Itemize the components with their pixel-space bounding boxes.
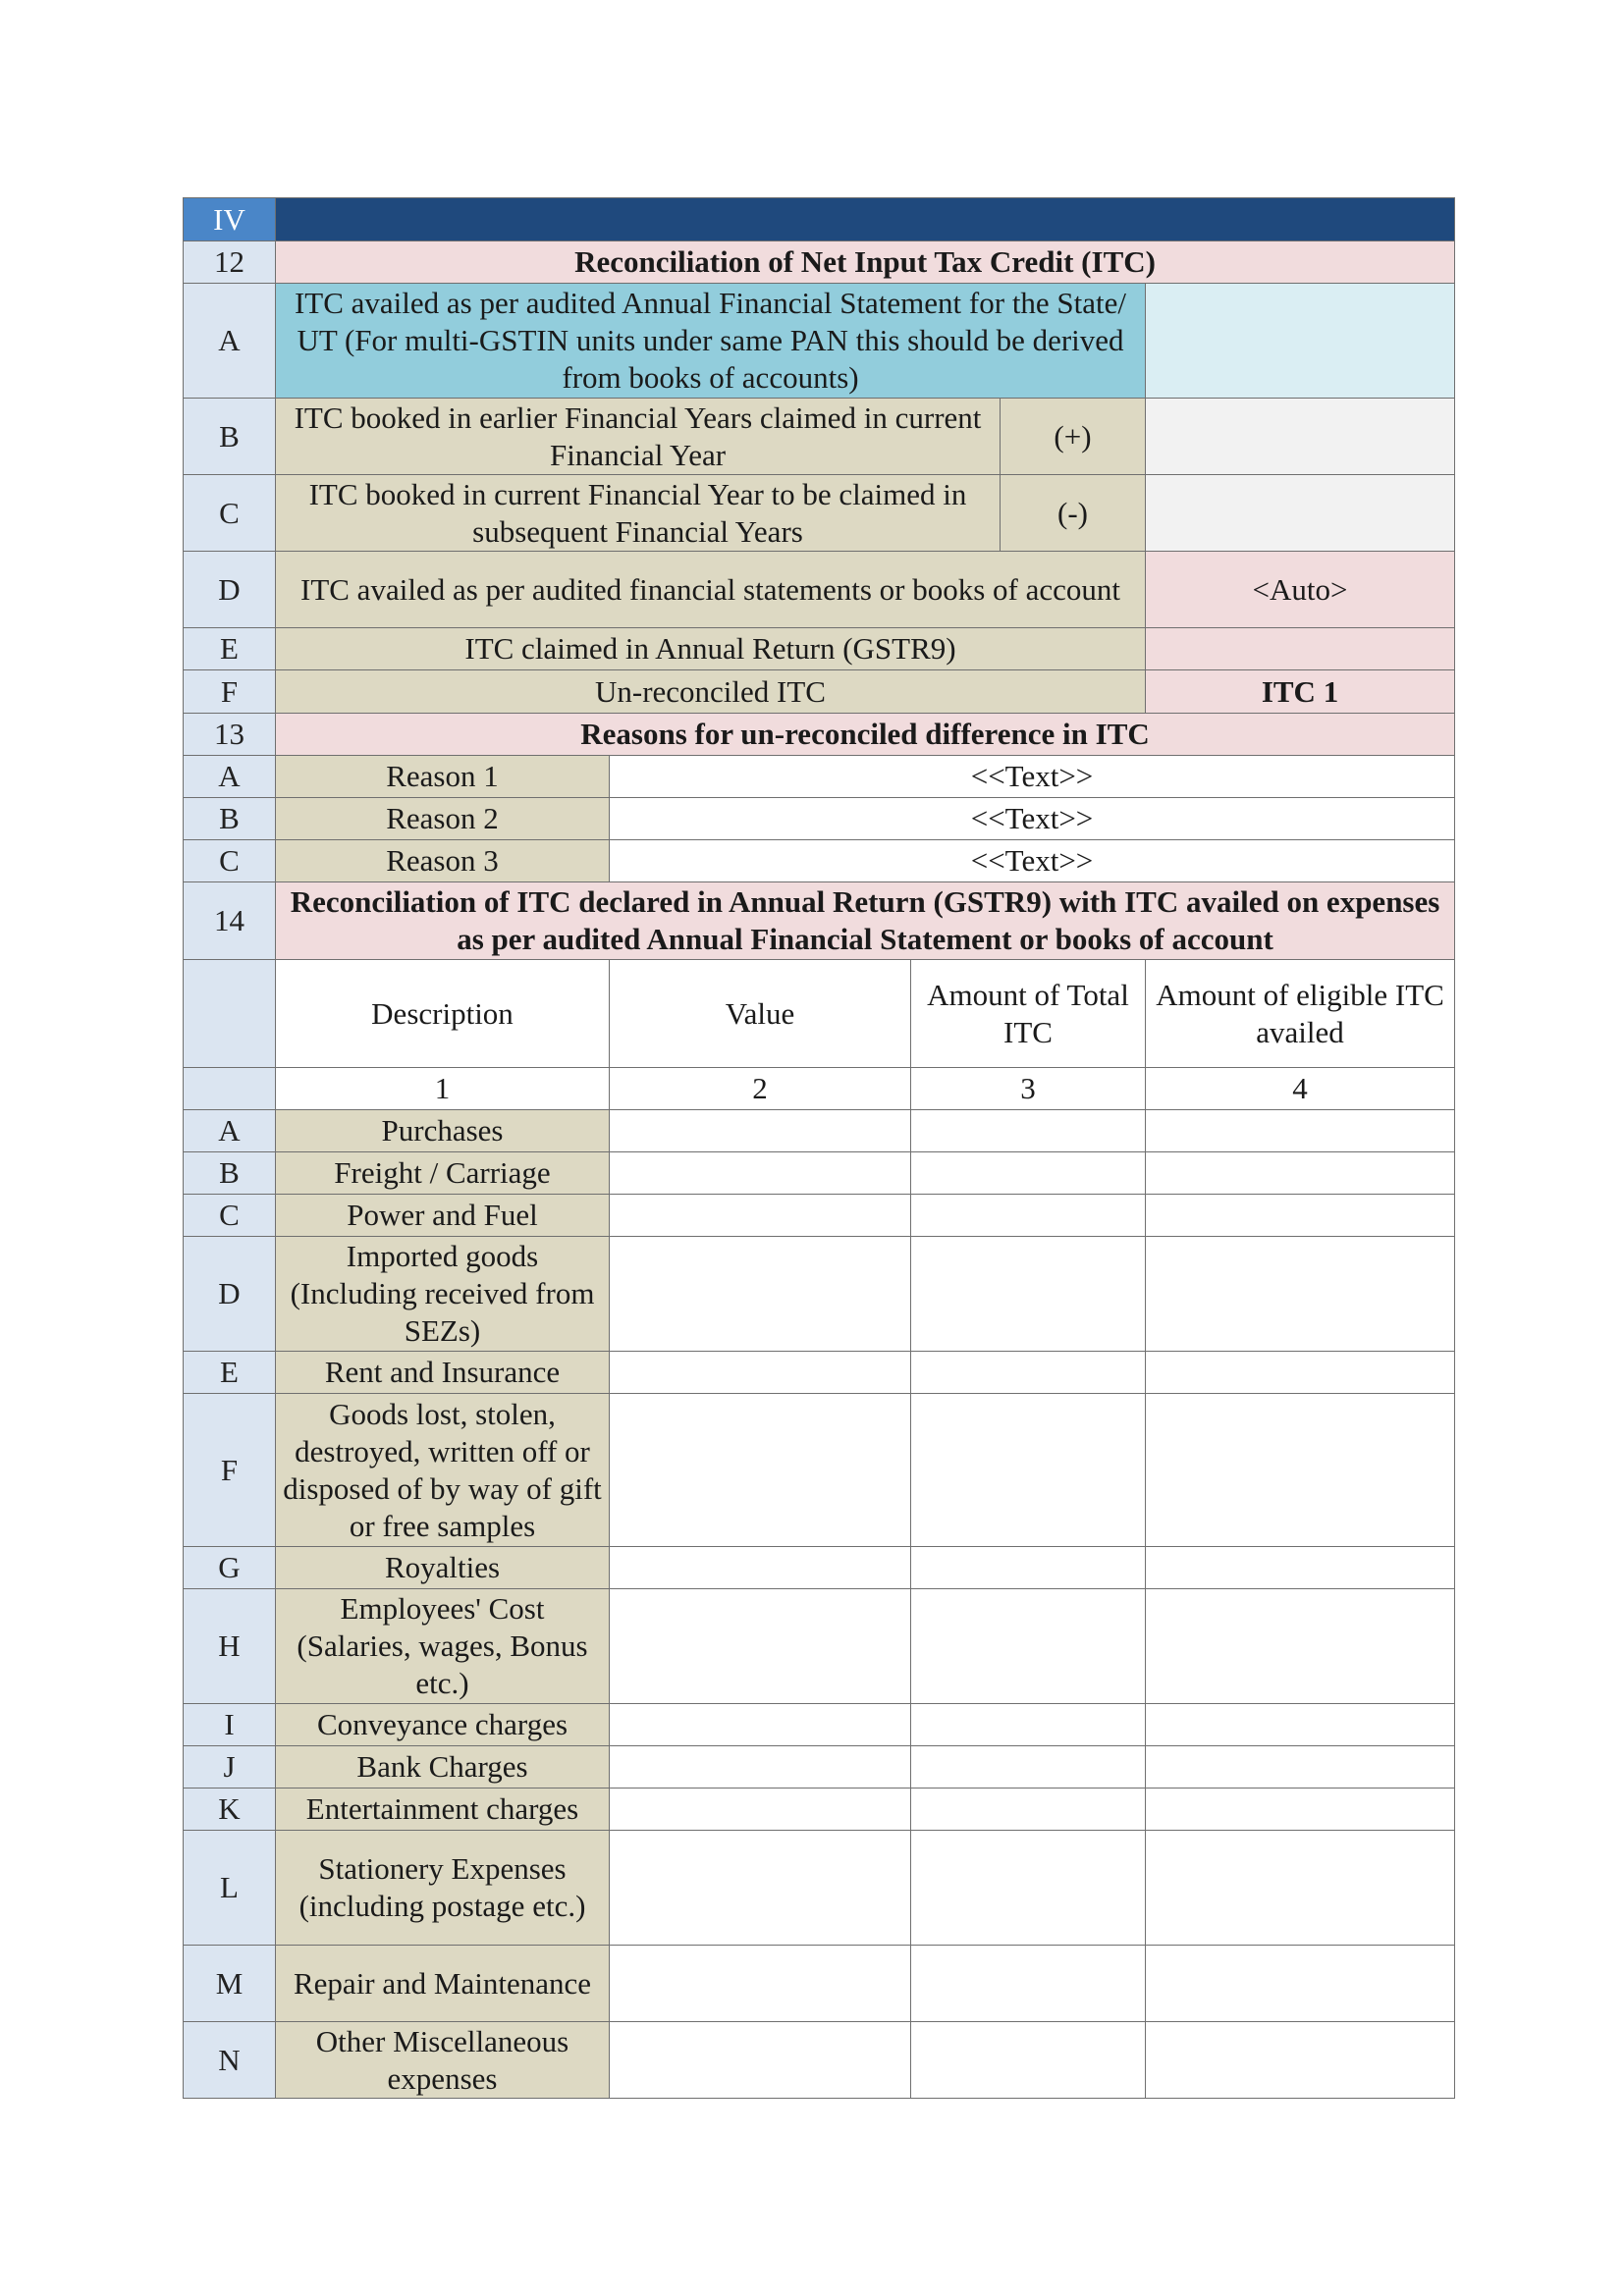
value-cell[interactable] <box>610 1237 911 1352</box>
table-row <box>184 1831 1455 1946</box>
value-cell[interactable] <box>610 1547 911 1589</box>
total-itc-cell[interactable] <box>911 1237 1146 1352</box>
s12-value-cell[interactable] <box>1146 284 1455 399</box>
value-cell[interactable] <box>610 1704 911 1746</box>
s13-row-id: B <box>184 798 276 840</box>
value-cell[interactable] <box>610 1152 911 1195</box>
s13-row-c <box>184 840 1455 882</box>
expense-description: Repair and Maintenance <box>276 1946 610 2022</box>
section-roman-numeral: IV <box>184 198 276 241</box>
s14-row-id: A <box>184 1110 276 1152</box>
s12-value-cell[interactable] <box>1146 628 1455 670</box>
col-number: 1 <box>276 1068 610 1110</box>
s14-row-id: J <box>184 1746 276 1789</box>
total-itc-cell[interactable] <box>911 1547 1146 1589</box>
s14-row-id: D <box>184 1237 276 1352</box>
eligible-itc-cell[interactable] <box>1146 1746 1455 1789</box>
value-cell[interactable] <box>610 1831 911 1946</box>
s12-row-label: ITC availed as per audited Annual Financial Statement for the State/ UT (For multi-GSTIN units under same PAN this should be derived from books of accounts) <box>276 284 1146 399</box>
reason-text-field[interactable]: <<Text>> <box>610 756 1455 798</box>
s13-title: Reasons for un-reconciled difference in ITC <box>276 714 1455 756</box>
s12-title-row <box>184 241 1455 284</box>
eligible-itc-cell[interactable] <box>1146 1946 1455 2022</box>
s12-title: Reconciliation of Net Input Tax Credit (ITC) <box>276 241 1455 284</box>
value-cell[interactable] <box>610 1195 911 1237</box>
s12-row-id: B <box>184 399 276 475</box>
eligible-itc-cell[interactable] <box>1146 1352 1455 1394</box>
total-itc-cell[interactable] <box>911 1110 1146 1152</box>
s12-row-c <box>184 475 1455 552</box>
expense-description: Employees' Cost (Salaries, wages, Bonus etc.) <box>276 1589 610 1704</box>
reason-text-field[interactable]: <<Text>> <box>610 840 1455 882</box>
table-row <box>184 1704 1455 1746</box>
s12-row-f <box>184 670 1455 714</box>
s14-row-id: F <box>184 1394 276 1547</box>
section-header-row <box>184 198 1455 241</box>
total-itc-cell[interactable] <box>911 1589 1146 1704</box>
s12-row-a <box>184 284 1455 399</box>
s14-row-id: C <box>184 1195 276 1237</box>
s12-row-label: ITC claimed in Annual Return (GSTR9) <box>276 628 1146 670</box>
s12-row-id: D <box>184 552 276 628</box>
table-row <box>184 1547 1455 1589</box>
s13-row-b <box>184 798 1455 840</box>
value-cell[interactable] <box>610 1789 911 1831</box>
s14-row-id: M <box>184 1946 276 2022</box>
s14-colnum-id <box>184 1068 276 1110</box>
s13-row-a <box>184 756 1455 798</box>
expense-description: Entertainment charges <box>276 1789 610 1831</box>
itc1-value: ITC 1 <box>1146 670 1455 714</box>
s14-header-row <box>184 960 1455 1068</box>
s12-row-id: A <box>184 284 276 399</box>
section-title-bar <box>276 198 1455 241</box>
total-itc-cell[interactable] <box>911 1789 1146 1831</box>
s12-row-e <box>184 628 1455 670</box>
s14-row-id: B <box>184 1152 276 1195</box>
total-itc-cell[interactable] <box>911 1831 1146 1946</box>
gst-reconciliation-table <box>183 197 1455 2099</box>
value-cell[interactable] <box>610 1946 911 2022</box>
table-row <box>184 1352 1455 1394</box>
expense-description: Stationery Expenses (including postage etc.) <box>276 1831 610 1946</box>
value-cell[interactable] <box>610 1352 911 1394</box>
expense-description: Power and Fuel <box>276 1195 610 1237</box>
s12-row-label: ITC booked in current Financial Year to be claimed in subsequent Financial Years <box>276 475 1001 552</box>
col-header-total-itc: Amount of Total ITC <box>911 960 1146 1068</box>
expense-description: Conveyance charges <box>276 1704 610 1746</box>
s12-row-id: C <box>184 475 276 552</box>
s13-row-id: C <box>184 840 276 882</box>
s13-row-id: A <box>184 756 276 798</box>
table-row <box>184 1394 1455 1547</box>
total-itc-cell[interactable] <box>911 1152 1146 1195</box>
s14-row-id: L <box>184 1831 276 1946</box>
s12-row-label: Un-reconciled ITC <box>276 670 1146 714</box>
s14-colnum-row <box>184 1068 1455 1110</box>
s13-number: 13 <box>184 714 276 756</box>
table-row <box>184 1746 1455 1789</box>
reason-label: Reason 1 <box>276 756 610 798</box>
s12-row-label: ITC availed as per audited financial statements or books of account <box>276 552 1146 628</box>
total-itc-cell[interactable] <box>911 2022 1146 2099</box>
auto-value: <Auto> <box>1146 552 1455 628</box>
table-row <box>184 1152 1455 1195</box>
reason-text-field[interactable]: <<Text>> <box>610 798 1455 840</box>
col-number: 3 <box>911 1068 1146 1110</box>
table-row <box>184 2022 1455 2099</box>
eligible-itc-cell[interactable] <box>1146 1152 1455 1195</box>
eligible-itc-cell[interactable] <box>1146 1237 1455 1352</box>
expense-description: Goods lost, stolen, destroyed, written off or disposed of by way of gift or free samples <box>276 1394 610 1547</box>
s12-value-cell[interactable] <box>1146 475 1455 552</box>
s14-row-id: E <box>184 1352 276 1394</box>
col-header-value: Value <box>610 960 911 1068</box>
table-row <box>184 1195 1455 1237</box>
expense-description: Rent and Insurance <box>276 1352 610 1394</box>
value-cell[interactable] <box>610 1110 911 1152</box>
plus-sign: (+) <box>1001 399 1146 475</box>
value-cell[interactable] <box>610 1746 911 1789</box>
expense-description: Other Miscellaneous expenses <box>276 2022 610 2099</box>
table-row <box>184 1946 1455 2022</box>
s12-row-b <box>184 399 1455 475</box>
reason-label: Reason 3 <box>276 840 610 882</box>
s14-header-id <box>184 960 276 1068</box>
s14-title: Reconciliation of ITC declared in Annual Return (GSTR9) with ITC availed on expenses as per audited Annual Financial Statement or books of account <box>276 882 1455 960</box>
eligible-itc-cell[interactable] <box>1146 1110 1455 1152</box>
expense-description: Imported goods (Including received from SEZs) <box>276 1237 610 1352</box>
total-itc-cell[interactable] <box>911 1746 1146 1789</box>
value-cell[interactable] <box>610 2022 911 2099</box>
eligible-itc-cell[interactable] <box>1146 1789 1455 1831</box>
s12-row-id: F <box>184 670 276 714</box>
eligible-itc-cell[interactable] <box>1146 1704 1455 1746</box>
table-row <box>184 1110 1455 1152</box>
table-row <box>184 1589 1455 1704</box>
s14-row-id: H <box>184 1589 276 1704</box>
eligible-itc-cell[interactable] <box>1146 1547 1455 1589</box>
total-itc-cell[interactable] <box>911 1946 1146 2022</box>
col-header-eligible-itc: Amount of eligible ITC availed <box>1146 960 1455 1068</box>
eligible-itc-cell[interactable] <box>1146 1589 1455 1704</box>
s12-number: 12 <box>184 241 276 284</box>
s12-row-label: ITC booked in earlier Financial Years claimed in current Financial Year <box>276 399 1001 475</box>
table-row <box>184 1789 1455 1831</box>
expense-description: Royalties <box>276 1547 610 1589</box>
s14-number: 14 <box>184 882 276 960</box>
s12-value-cell[interactable] <box>1146 399 1455 475</box>
reason-label: Reason 2 <box>276 798 610 840</box>
s12-row-id: E <box>184 628 276 670</box>
eligible-itc-cell[interactable] <box>1146 2022 1455 2099</box>
col-header-description: Description <box>276 960 610 1068</box>
expense-description: Bank Charges <box>276 1746 610 1789</box>
s13-title-row <box>184 714 1455 756</box>
total-itc-cell[interactable] <box>911 1704 1146 1746</box>
col-number: 2 <box>610 1068 911 1110</box>
table-row <box>184 1237 1455 1352</box>
s12-row-d <box>184 552 1455 628</box>
eligible-itc-cell[interactable] <box>1146 1195 1455 1237</box>
expense-description: Freight / Carriage <box>276 1152 610 1195</box>
value-cell[interactable] <box>610 1589 911 1704</box>
s14-title-row <box>184 882 1455 960</box>
value-cell[interactable] <box>610 1394 911 1547</box>
total-itc-cell[interactable] <box>911 1352 1146 1394</box>
s14-row-id: K <box>184 1789 276 1831</box>
total-itc-cell[interactable] <box>911 1394 1146 1547</box>
eligible-itc-cell[interactable] <box>1146 1394 1455 1547</box>
s14-row-id: I <box>184 1704 276 1746</box>
col-number: 4 <box>1146 1068 1455 1110</box>
s14-row-id: G <box>184 1547 276 1589</box>
expense-description: Purchases <box>276 1110 610 1152</box>
s14-row-id: N <box>184 2022 276 2099</box>
minus-sign: (-) <box>1001 475 1146 552</box>
total-itc-cell[interactable] <box>911 1195 1146 1237</box>
eligible-itc-cell[interactable] <box>1146 1831 1455 1946</box>
